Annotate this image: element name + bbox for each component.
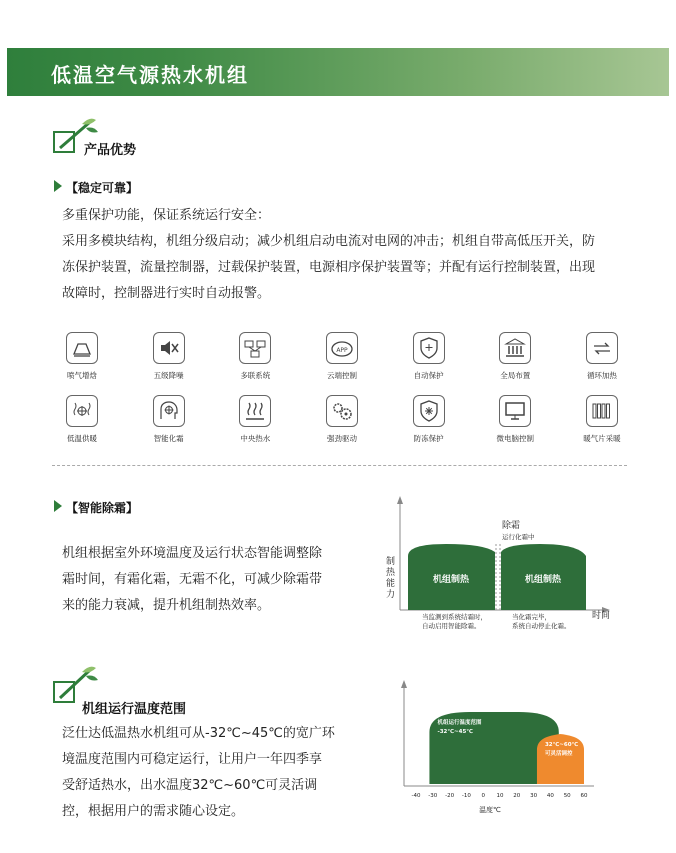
title-banner: [7, 48, 669, 96]
feature-radiator: [562, 395, 642, 444]
x-tick-label: -40: [411, 793, 421, 799]
icon-label: 防冻保护: [413, 434, 444, 443]
feature-multi-system: [215, 332, 295, 381]
range-line: 控，根据用户的需求随心设定。: [62, 804, 245, 819]
feature-strong-drive: [302, 395, 382, 444]
x-tick-label: 60: [580, 793, 588, 799]
computer-icon: [499, 395, 531, 427]
multi-system-icon: [239, 332, 271, 364]
block-label: 机组制热: [432, 575, 470, 585]
stable-text: [62, 203, 642, 307]
feature-low-temp-heating: [42, 395, 122, 444]
note-left: 当监测到系统结霜时，: [422, 613, 487, 621]
y-axis-label: 制热能力: [386, 557, 396, 600]
low-temp-heating-icon: [66, 395, 98, 427]
defrost-label: 除霜: [502, 521, 521, 531]
feature-cycle-heating: [562, 332, 642, 381]
range-line: 泛仕达低温热水机组可从-32℃~45℃的宽广环: [62, 726, 335, 741]
subsection-title-stable: 【稳定可靠】: [66, 181, 139, 195]
subsection-title-defrost: 【智能除霜】: [66, 501, 139, 515]
temperature-range-chart: [392, 678, 602, 818]
icon-label: 五级降噪: [153, 371, 184, 380]
x-tick-label: 50: [563, 793, 571, 799]
defrost-line: 霜时间，有霜化霜，无霜不化，可减少除霜带: [62, 572, 323, 587]
x-axis-label: 时间: [592, 611, 611, 621]
gears-icon: [326, 395, 358, 427]
icon-label: 暖气片采暖: [583, 434, 621, 443]
smart-defrost-icon: [153, 395, 185, 427]
section-title-range: 机组运行温度范围: [82, 702, 187, 717]
x-tick-label: -20: [445, 793, 455, 799]
x-tick-label: 10: [496, 793, 504, 799]
range-series-label: 机组运行温度范围: [437, 720, 482, 726]
block-label: 机组制热: [524, 575, 562, 585]
x-tick-label: 30: [530, 793, 538, 799]
shield-icon: [413, 332, 445, 364]
jet-enthalpy-icon: [66, 332, 98, 364]
x-tick-label: 20: [513, 793, 521, 799]
feature-noise: [129, 332, 209, 381]
x-axis-label: 温度℃: [479, 806, 501, 814]
icon-label: 喷气增焓: [67, 371, 97, 380]
icon-label: 微电脑控制: [496, 434, 535, 443]
radiator-icon: [586, 395, 618, 427]
defrost-line: 机组根据室外环境温度及运行状态智能调整除: [62, 546, 323, 561]
note-right: 当化霜完毕，: [512, 613, 551, 621]
bullet-arrow-icon: [54, 500, 62, 512]
range-series-label: 可灵活调控: [544, 751, 573, 757]
icon-row: [42, 332, 642, 381]
note-right: 系统自动停止化霜。: [512, 622, 571, 630]
icon-label: 云端控制: [326, 371, 357, 380]
bullet-arrow-icon: [54, 180, 62, 192]
y-axis-arrow: [401, 680, 407, 688]
range-text: [62, 721, 352, 825]
x-tick-label: -30: [428, 793, 438, 799]
svg-text:APP: APP: [336, 347, 348, 354]
stable-line: 故障时，控制器进行实时自动报警。: [62, 286, 271, 301]
icon-label: 强劲驱动: [326, 434, 357, 443]
feature-central-hot-water: [215, 395, 295, 444]
stable-line: 冻保护装置，流量控制器，过载保护装置，电源相序保护装置等；并配有运行控制装置，出现: [62, 260, 596, 275]
stable-line: 采用多模块结构，机组分级启动；减少机组启动电流对电网的冲击；机组自带高低压开关，防: [62, 234, 596, 249]
feature-computer-control: [475, 395, 555, 444]
defrost-chart: [378, 492, 618, 632]
defrost-sublabel: 运行化霜中: [502, 533, 535, 541]
defrost-line: 来的能力衰减，提升机组制热效率。: [62, 598, 271, 613]
feature-layout: [475, 332, 555, 381]
icon-row: [42, 395, 642, 444]
note-left: 自动启用智能除霜。: [422, 622, 481, 630]
icon-label: 多联系统: [240, 371, 271, 380]
range-series-label: -32℃~45℃: [437, 729, 473, 735]
range-line: 受舒适热水，出水温度32℃~60℃可灵活调: [62, 778, 318, 793]
icon-label: 全局布置: [500, 371, 531, 380]
x-tick-label: 0: [481, 793, 485, 799]
x-tick-label: 40: [546, 793, 554, 799]
x-tick-label: -10: [461, 793, 471, 799]
icon-label: 循环加热: [586, 371, 617, 380]
feature-smart-defrost: [129, 395, 209, 444]
feature-auto-protect: [389, 332, 469, 381]
feature-cloud-control: [302, 332, 382, 381]
antifreeze-shield-icon: [413, 395, 445, 427]
central-hot-water-icon: [239, 395, 271, 427]
range-series-label: 32℃~60℃: [544, 742, 579, 748]
page-title: 低温空气源热水机组: [51, 63, 249, 87]
icon-label: 自动保护: [413, 371, 444, 380]
range-line: 境温度范围内可稳定运行，让用户一年四季享: [62, 752, 323, 767]
section-divider: [52, 465, 627, 466]
feature-icon-grid: [42, 332, 642, 444]
building-icon: [499, 332, 531, 364]
feature-jet-enthalpy: [42, 332, 122, 381]
cloud-app-icon: [326, 332, 358, 364]
stable-line: 多重保护功能，保证系统运行安全：: [62, 208, 271, 223]
cycle-icon: [586, 332, 618, 364]
icon-label: 低温供暖: [67, 434, 97, 443]
section-title-advantages: 产品优势: [84, 143, 137, 158]
defrost-text: [62, 541, 362, 619]
mute-icon: [153, 332, 185, 364]
icon-label: 智能化霜: [153, 434, 184, 443]
y-axis-arrow: [397, 496, 403, 504]
feature-antifreeze: [389, 395, 469, 444]
icon-label: 中央热水: [240, 434, 271, 443]
